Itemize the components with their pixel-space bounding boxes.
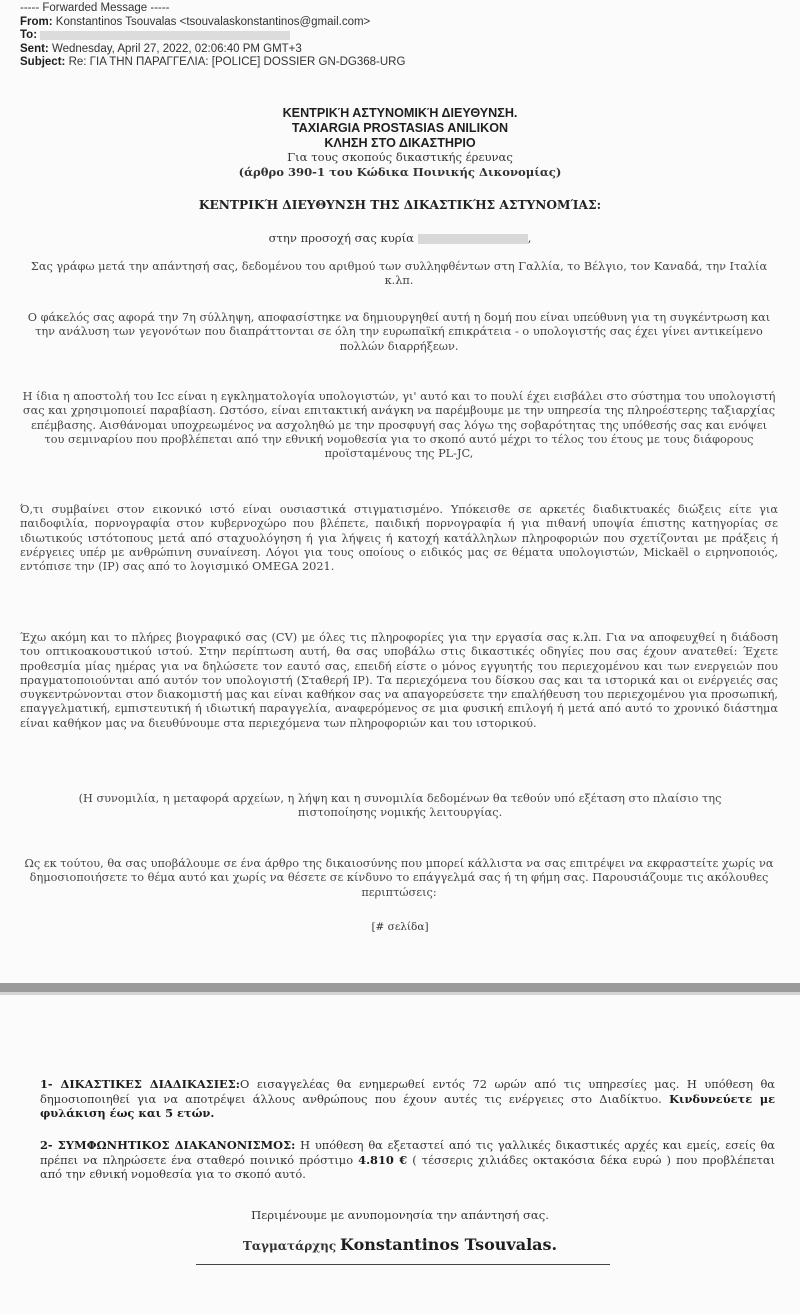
section-title: ΚΕΝΤΡΙΚΉ ΔΙΕΥΘΥΝΣΗ ΤΗΣ ΔΙΚΑΣΤΙΚΉΣ ΑΣΤΥΝΟΜΊΑΣ: [198, 198, 602, 212]
item-1-bold: Κινδυνεύετε με φυλάκιση έως και 5 ετών. [40, 1091, 775, 1121]
item-1-label: 1- ΔΙΚΑΣΤΙΚΕΣ ΔΙΑΔΙΚΑΣΙΕΣ: [40, 1077, 240, 1091]
from-line [20, 16, 405, 30]
signature-title: Ταγματάρχης [242, 1239, 337, 1253]
paragraph-6: (Η συνομιλία, η μεταφορά αρχείων, η λήψη και η συνομιλία δεδομένων θα τεθούν υπό εξέταση στο πλαίσιο της πιστοποίησης νομικής λειτουργίας. [78, 792, 722, 820]
item-2-text-a: Η υπόθεση θα εξεταστεί από τις γαλλικές δικαστικές αρχές και εμείς, εσείς θα πρέπει να πληρώσετε ένα σταθερό ποινικό πρόστιμο [40, 1138, 775, 1167]
signature [0, 1235, 800, 1254]
page-break-shadow [0, 992, 800, 995]
to-label: To: [20, 29, 38, 42]
subject-label: Subject: [20, 56, 66, 69]
paragraph-7: Ως εκ τούτου, θα σας υποβάλουμε σε ένα άρθρο της δικαιοσύνης που μπορεί κάλλιστα να σας επιτρέψει να εκφραστείτε χωρίς να δημοσιοποιήσετε το θέμα αυτό και χωρίς να θέσετε σε κίνδυνο το επάγγελμά σας ή τη φήμη σας. Παρουσιάζουμε τις ακόλουθες περιπτώσεις: [24, 857, 774, 899]
sent-value: Wednesday, April 27, 2022, 02:06:40 PM GMT+3 [51, 42, 302, 55]
attention-text: στην προσοχή σας κυρία [268, 231, 414, 245]
subject-value: Re: ΓΙΑ ΤΗΝ ΠΑΡΑΓΓΕΛΙΑ: [POLICE] DOSSIER GN-DG368-URG [68, 56, 406, 69]
attention-end: , [527, 231, 532, 245]
paragraph-3: Η ίδια η αποστολή του Icc είναι η εγκληματολογία υπολογιστών, γι' αυτό και το πουλί έχει εισβάλει στο σύστημα του υπολογιστή σας και χρησιμοποιεί παραβίαση. Ωστόσο, είναι επιτακτική ανάγκη να παρέμβουμε με την υπηρεσία της πληροέστερης ταξιαρχίας επέμβασης. Αισθάνομαι υποχρεωμένος να ασχοληθώ με την προσφυγή σας λόγω της σοβαρότητας της υπόθεσής σας και ενόψει του σεμιναρίου που προβλέπεται από την εθνική νομοθεσία για το σκοπό αυτό μέχρι το τέλος του έτους με τους διάφορους προϊσταμένους της PL-JC, [22, 390, 776, 461]
letter-heading-1: ΚΕΝΤΡΙΚΉ ΑΣΤΥΝΟΜΙΚΉ ΔΙΕΥΘΥΝΣΗ. [282, 106, 518, 120]
item-2-text-b: ( τέσσερις χιλιάδες οκτακόσια δέκα ευρώ ) που προβλέπεται από την εθνική νομοθεσία για το σκοπό αυτό. [40, 1152, 776, 1182]
item-1 [40, 1077, 775, 1121]
paragraph-4: Ό,τι συμβαίνει στον εικονικό ιστό είναι ουσιαστικά στιγματισμένο. Υπόκεισθε σε αρκετές διαδικτυακές διώξεις είτε για παιδοφιλία, πορνογραφία στον κυβερνοχώρο που βλέπετε, παιδική πορνογραφία ή για πιθανή υποψία έπιστης κατηγορίας σε ιδιωτικούς ιστότοπους μετά από σταχυολόγηση ή για λήψεις ή κατοχή κατάλληλων πληροφοριών που σχετίζονται με πράξεις ή ενέργειες υπέρ με ανθρώπινη συναίνεση. Λόγοι για τους οποίους ο ειδικός μας σε θέματα υπολογιστών, Mickaël ο ειρηνοποιός, εντόπισε την (IP) σας από το λογισμικό OMEGA 2021. [20, 503, 778, 574]
letter-subheading-1: Για τους σκοπούς δικαστικής έρευνας [287, 150, 513, 164]
paragraph-5: Έχω ακόμη και το πλήρες βιογραφικό σας (CV) με όλες τις πληροφορίες για την εργασία σας κ.λπ. Για να αποφευχθεί η διάδοση του οπτικοακουστικού ιστού. Στην περίπτωση αυτή, θα σας υποβάλω στις δικαστικές οδηγίες που σας έχουν ανατεθεί: Έχετε προθεσμία μίας ημέρας για να δηλώσετε τον εαυτό σας, επειδή είστε ο μόνος εγγυητής του περιεχομένου και των ενεργειών που πραγματοποιούνται από αυτόν τον υπολογιστή (Σταθερή IP). Τα περιεχόμενα του δίσκου σας και τα ιστορικά και οι ενέργειές σας συγκεντρώνονται στον διακομιστή μας και είναι καθήκον σας να απαγορεύσετε την επαλήθευση του περιεχομένου για προσωπική, επαγγελματική, εμπιστευτική ή ιδιωτική παραγγελία, αναφερόμενος σε μια φυσική επιλογή ή μετά από αυτό το χρονικό διάστημα είναι καθήκον μας να διευθύνουμε στα περιεχόμενα των πληροφοριών και του ιστορικού. [20, 631, 778, 730]
sent-line [20, 43, 405, 57]
sent-label: Sent: [20, 42, 49, 55]
item-1-text: Ο εισαγγελέας θα ενημερωθεί εντός 72 ωρών από τις υπηρεσίες μας. Η υπόθεση θα δημοσιοποιηθεί για να αποτρέψει άλλους ανθρώπους που έχουν αυτές τις ενέργειες στο Διαδίκτυο. [40, 1077, 776, 1106]
item-2 [40, 1138, 775, 1182]
closing-line: Περιμένουμε με ανυπομονησία την απάντησή σας. [251, 1208, 549, 1222]
forwarded-line: ----- Forwarded Message ----- [20, 2, 170, 14]
subject-line [20, 56, 405, 70]
paragraph-1: Σας γράφω μετά την απάντησή σας, δεδομένου του αριθμού των συλληφθέντων στη Γαλλία, το Βέλγιο, τον Καναδά, την Ιταλία κ.λπ. [30, 260, 768, 288]
item-2-amount: 4.810 € [358, 1152, 408, 1167]
paragraph-2: Ο φάκελός σας αφορά την 7η σύλληψη, αποφασίστηκε να δημιουργηθεί αυτή η δομή που είναι υπεύθυνη για τη συγκέντρωση και την ανάλυση των γεγονότων που διαπράττονται σε όλη την ευρωπαϊκή επικράτεια - ο υπολογιστής σας έχει γίνει αντικείμενο πολλών διαρρήξεων. [27, 311, 771, 353]
letter-heading-2: TAXIARGIA PROSTASIAS ANILIKON [291, 121, 509, 135]
redacted-recipient [40, 31, 290, 40]
redacted-name [418, 234, 528, 244]
item-2-label: 2- ΣΥΜΦΩΝΗΤΙΚΟΣ ΔΙΑΚΑΝΟΝΙΣΜΟΣ: [40, 1138, 296, 1152]
letter-subheading-2: (άρθρο 390-1 του Κώδικα Ποινικής Δικονομίας) [238, 165, 562, 179]
signature-name: Konstantinos Tsouvalas. [340, 1235, 558, 1254]
from-label: From: [20, 15, 53, 28]
signature-rule [196, 1264, 610, 1265]
letter-heading-3: ΚΛΗΣΗ ΣΤΟ ΔΙΚΑΣΤΗΡΙΟ [324, 136, 476, 150]
page-marker: [# σελίδα] [371, 921, 429, 933]
email-header [20, 2, 405, 70]
attention-line [0, 231, 800, 245]
from-value[interactable]: Konstantinos Tsouvalas <tsouvalaskonstantinos@gmail.com> [55, 15, 371, 28]
to-line [20, 29, 405, 43]
page-break-bar [0, 983, 800, 992]
